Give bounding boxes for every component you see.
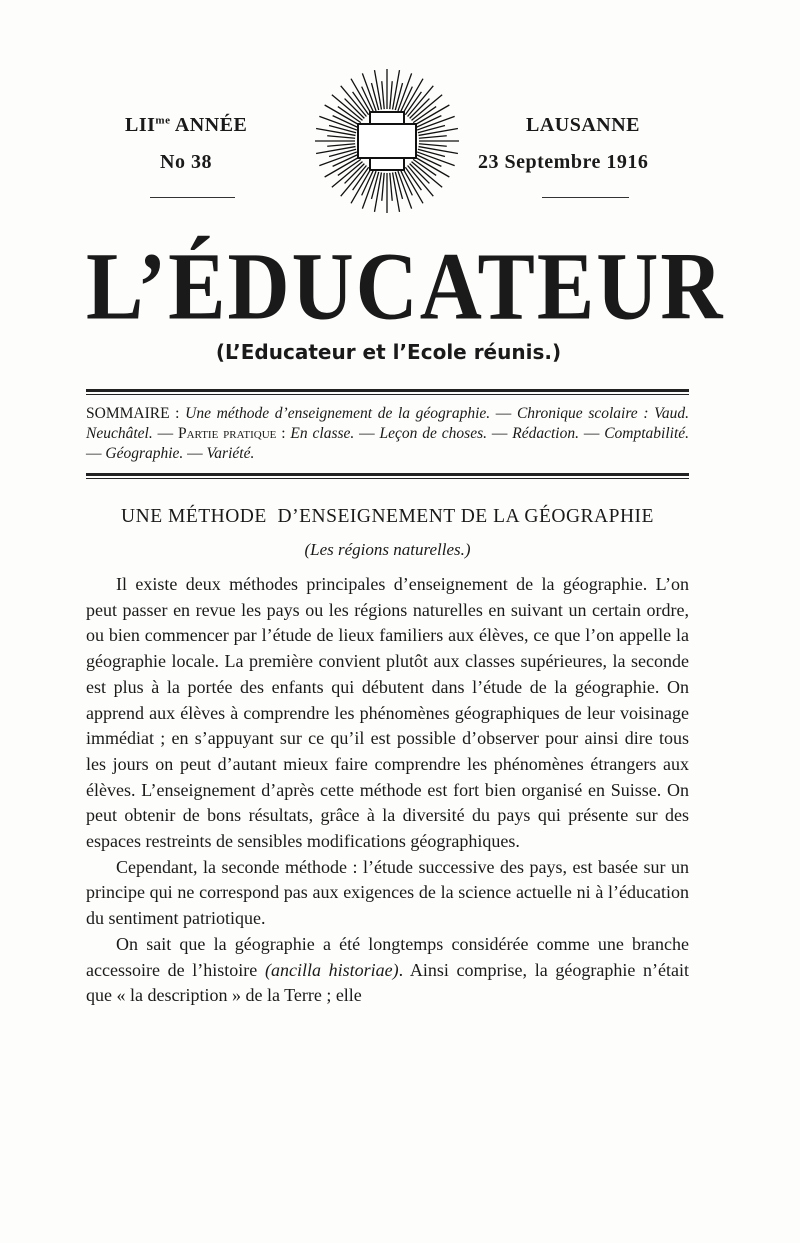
city: LAUSANNE [526,114,641,136]
bottom-double-rule [86,473,689,479]
masthead-subtitle: (L’Educateur et l’Ecole réunis.) [215,340,562,364]
right-rule [542,197,629,198]
article-body [86,572,689,1009]
paragraph-1: Il existe deux méthodes principales d’enseignement de la géographie. L’on peut passer en revue les pays ou les régions naturelles en suivant un certain ordre, ou bien commencer par l’étude de lieux familiers aux élèves, ce que l’on appelle la géographie locale. La première convient plutôt aux classes supérieures, la seconde est plus à la portée des enfants qui débutent dans l’étude de la géographie. On apprend aux élèves à comprendre les phénomènes géographiques de leur voisinage immédiat ; en s’appuyant sur ce qu’il est possible d’observer pour ainsi dire tous les jours on peut d’autant mieux faire comprendre les phénomènes étrangers aux élèves. L’enseignement d’après cette méthode est fort bien organisé en Suisse. On peut obtenir de bons résultats, grâce à la diversité du pays qui présente sur des espaces restreints de sensibles modifications géographiques. [86,574,689,852]
top-double-rule [86,389,689,395]
issue-date: 23 Septembre 1916 [478,151,649,173]
paragraph-2: Cependant, la seconde méthode : l’étude successive des pays, est basée sur un principe qui ne correspond pas aux exigences de la science actuelle ni à l’éducation du sentiment patriotique. [86,856,689,929]
masthead-title: L’ÉDUCATEUR [86,232,725,340]
article-subtitle: (Les régions naturelles.) [304,540,471,559]
article-title: UNE MÉTHODE D’ENSEIGNEMENT DE LA GÉOGRAPHIE [121,506,654,527]
paragraph-3: On sait que la géographie a été longtemps considérée comme une branche accessoire de l’histoire (ancilla historiae). Ainsi comprise, la géographie n’était que « la description » de la Terre ; elle [86,933,689,1006]
left-rule [150,197,235,198]
issue-number: No 38 [160,151,212,173]
year-label: $LII^{me}$ ANNÉE [125,114,248,136]
swiss-cross-emblem-icon [312,66,462,216]
sommaire: SOMMAIRE : Une méthode d’enseignement de la géographie. — Chronique scolaire : Vaud. Neuchâtel. — Partie pratique : En classe. — Leçon de choses. — Rédaction. — Comptabilité. — Géographie. — Variété. [86,405,690,462]
